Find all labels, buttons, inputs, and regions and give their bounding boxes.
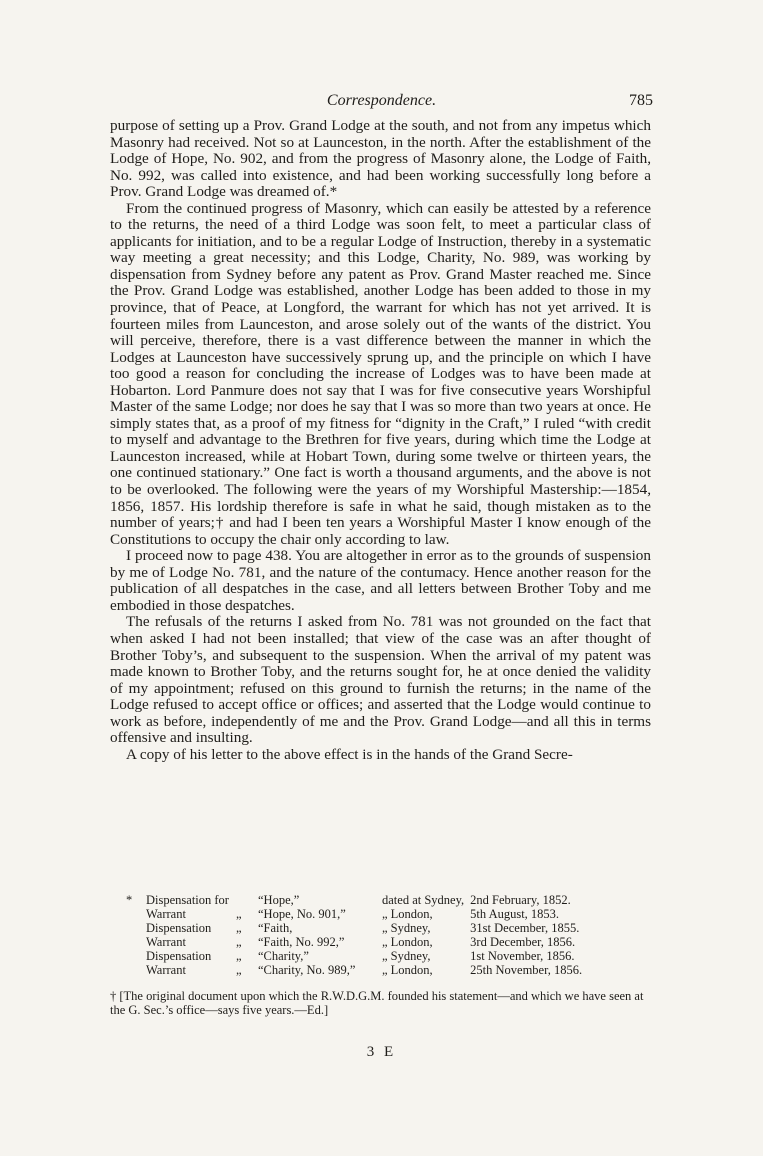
running-title: Correspondence. (326, 92, 437, 109)
signature-mark: 3 E (366, 1044, 397, 1060)
dispatch-doc: Warrant (146, 935, 186, 949)
dispatch-ditto: „ (236, 921, 242, 935)
dispatch-row (126, 949, 588, 963)
dispatch-doc: Dispensation for (146, 893, 229, 907)
dispatch-doc: Warrant (146, 907, 186, 921)
paragraph-5: A copy of his letter to the above effect is in the hands of the Grand Secre- (126, 745, 573, 763)
dispatch-ditto (236, 893, 258, 907)
page-number: 785 (629, 92, 653, 109)
dispatch-place: dated at Sydney, (382, 893, 465, 907)
dispatch-place: „ London, (382, 907, 433, 921)
dispatch-place: „ Sydney, (382, 949, 431, 963)
dispatch-lodge: “Faith, (258, 921, 293, 935)
dispatch-row (126, 907, 588, 921)
dispatch-doc: Warrant (146, 963, 186, 977)
dispatch-date: 31st December, 1855. (470, 921, 580, 935)
dispatch-place: „ Sydney, (382, 921, 431, 935)
dispatch-lodge: “Faith, No. 992,” (258, 935, 345, 949)
dispatch-row (126, 921, 588, 935)
paragraph-2: From the continued progress of Masonry, which can easily be attested by a reference to the returns, the need of a third Lodge was soon felt, to meet a particular class of applicants for initiation, and to be a regular Lodge of Instruction, thereby in a systematic way meeting a great necessity; and this Lodge, Charity, No. 989, was working by dispensation from Sydney before any patent as Prov. Grand Master reached me. Since the Prov. Grand Lodge was established, another Lodge has been added to those in my province, that of Peace, at Longford, the warrant for which has not yet arrived. It is fourteen miles from Launceston, and arose solely out of the wants of the district. You will perceive, therefore, there is a vast difference between the manner in which the Lodges at Launceston have successively sprung up, and the principle on which I have too good a reason for concluding the increase of Lodges was to have been made at Hobarton. Lord Panmure does not say that I was for five consecutive years Worshipful Master of the same Lodge; nor does he say that I was so more than two years at once. He simply states that, as a proof of my fitness for “dignity in the Craft,” I ruled “with credit to myself and advantage to the Brethren for five years, during which time the Lodge at Launceston increased, while at Hobart Town, during some twelve or thirteen years, the one continued stationary.” One fact is worth a thousand arguments, and the above is not to be overlooked. The following were the years of my Worshipful Mastership:—1854, 1856, 1857. His lordship therefore is safe in what he said, though mistaken as to the number of years;† and had I been ten years a Worshipful Master I know enough of the Constitutions to occupy the chair only according to law. (110, 199, 651, 548)
dispatch-lodge: “Charity, No. 989,” (258, 963, 356, 977)
dispatch-ditto: „ (236, 935, 242, 949)
footnotes (110, 893, 651, 1030)
dispatch-date: 2nd February, 1852. (470, 893, 571, 907)
footnote-marker: * (126, 893, 133, 907)
paragraph-4: The refusals of the returns I asked from No. 781 was not grounded on the fact that when asked I had not been installed; that view of the case was an after thought of Brother Toby’s, and subsequent to the suspension. When the arrival of my patent was made known to Brother Toby, and the returns sought for, he at once denied the validity of my appointment; refused on this ground to furnish the returns; in the name of the Lodge refused to accept office or offices; and asserted that the Lodge would continue to work as before, independently of me and the Prov. Grand Lodge—and all this in terms offensive and insulting. (110, 613, 651, 747)
body-text (110, 118, 651, 763)
dispatch-ditto: „ (236, 949, 242, 963)
paragraph-3: I proceed now to page 438. You are altogether in error as to the grounds of suspension by me of Lodge No. 781, and the nature of the contumacy. Hence another reason for the publication of all despatches in the case, and all letters between Brother Toby and me embodied in those despatches. (110, 547, 651, 614)
dispatch-doc: Dispensation (146, 949, 212, 963)
dispatch-place: „ London, (382, 935, 433, 949)
dispatch-row (126, 893, 588, 907)
dispatch-date: 1st November, 1856. (470, 949, 575, 963)
running-head (110, 92, 653, 114)
dispatch-row (126, 963, 588, 977)
footnote-dagger: † [The original document upon which the R.W.D.G.M. founded his statement—and which we have seen at the G. Sec.’s office—says five years.—Ed.] (110, 989, 644, 1017)
dispatch-ditto: „ (236, 907, 242, 921)
dispatch-lodge: “Hope, No. 901,” (258, 907, 346, 921)
dispatch-doc: Dispensation (146, 921, 212, 935)
dispatch-date: 5th August, 1853. (470, 907, 560, 921)
dispatch-lodge: “Hope,” (258, 893, 300, 907)
dispatch-row (126, 935, 588, 949)
dispatch-date: 25th November, 1856. (470, 963, 583, 977)
dispatch-place: „ London, (382, 963, 433, 977)
footnote-dispatch-table (126, 893, 588, 977)
dispatch-lodge: “Charity,” (258, 949, 309, 963)
paragraph-1: purpose of setting up a Prov. Grand Lodge at the south, and not from any impetus which Masonry had received. Not so at Launceston, in the north. After the establishment of the Lodge of Hope, No. 902, and from the progress of Masonry alone, the Lodge of Faith, No. 992, was called into existence, and had been working successfully long before a Prov. Grand Lodge was dreamed of.* (110, 117, 651, 201)
dispatch-date: 3rd December, 1856. (470, 935, 576, 949)
dispatch-ditto: „ (236, 963, 242, 977)
